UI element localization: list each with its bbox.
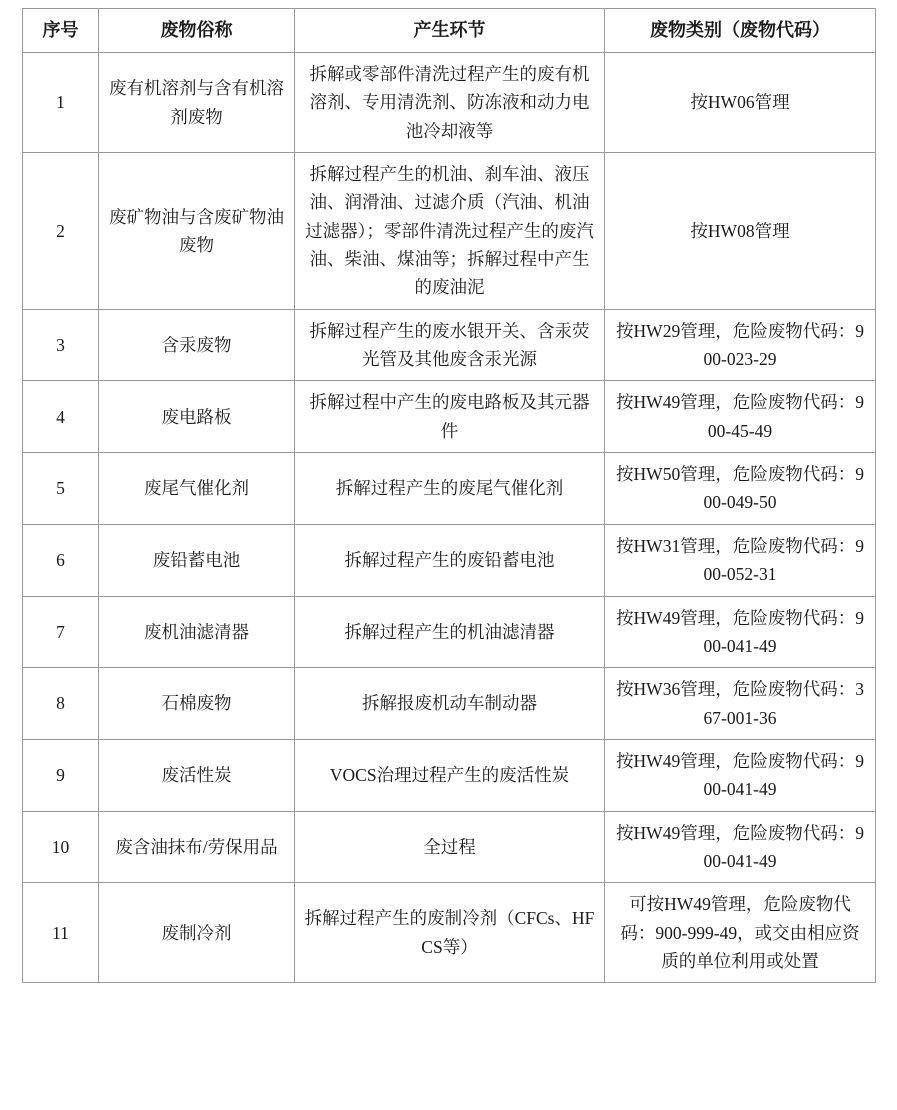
cell-waste-name: 石棉废物	[99, 668, 295, 740]
cell-waste-name: 废制冷剂	[99, 883, 295, 983]
cell-waste-name: 废活性炭	[99, 739, 295, 811]
cell-generation-stage: 拆解报废机动车制动器	[295, 668, 605, 740]
column-header-waste-name: 废物俗称	[99, 9, 295, 53]
cell-waste-category: 按HW06管理	[605, 53, 876, 153]
column-header-generation-stage: 产生环节	[295, 9, 605, 53]
cell-index: 2	[23, 153, 99, 310]
cell-generation-stage: 拆解过程产生的废铅蓄电池	[295, 524, 605, 596]
cell-generation-stage: 拆解过程产生的废水银开关、含汞荧光管及其他废含汞光源	[295, 309, 605, 381]
cell-index: 4	[23, 381, 99, 453]
cell-waste-name: 废矿物油与含废矿物油废物	[99, 153, 295, 310]
table-body	[23, 53, 876, 983]
table-row	[23, 381, 876, 453]
cell-waste-name: 废尾气催化剂	[99, 453, 295, 525]
cell-waste-name: 废铅蓄电池	[99, 524, 295, 596]
cell-waste-category: 按HW49管理，危险废物代码：900-041-49	[605, 739, 876, 811]
cell-waste-category: 按HW49管理，危险废物代码：900-45-49	[605, 381, 876, 453]
table-row	[23, 524, 876, 596]
cell-waste-name: 废机油滤清器	[99, 596, 295, 668]
table-row	[23, 153, 876, 310]
cell-index: 5	[23, 453, 99, 525]
cell-waste-category: 按HW29管理，危险废物代码：900-023-29	[605, 309, 876, 381]
cell-generation-stage: 全过程	[295, 811, 605, 883]
cell-index: 7	[23, 596, 99, 668]
cell-waste-name: 废含油抹布/劳保用品	[99, 811, 295, 883]
cell-waste-category: 按HW49管理，危险废物代码：900-041-49	[605, 596, 876, 668]
cell-index: 1	[23, 53, 99, 153]
cell-waste-category: 按HW31管理，危险废物代码：900-052-31	[605, 524, 876, 596]
table-header	[23, 9, 876, 53]
cell-index: 3	[23, 309, 99, 381]
table-row	[23, 596, 876, 668]
table-header-row	[23, 9, 876, 53]
cell-generation-stage: 拆解过程产生的机油、刹车油、液压油、润滑油、过滤介质（汽油、机油过滤器）；零部件清洗过程产生的废汽油、柴油、煤油等；拆解过程中产生的废油泥	[295, 153, 605, 310]
cell-generation-stage: 拆解或零部件清洗过程产生的废有机溶剂、专用清洗剂、防冻液和动力电池冷却液等	[295, 53, 605, 153]
cell-waste-category: 按HW08管理	[605, 153, 876, 310]
cell-index: 8	[23, 668, 99, 740]
column-header-waste-category: 废物类别（废物代码）	[605, 9, 876, 53]
table-row	[23, 53, 876, 153]
cell-generation-stage: 拆解过程产生的废制冷剂（CFCs、HFCS等）	[295, 883, 605, 983]
cell-waste-category: 按HW36管理，危险废物代码：367-001-36	[605, 668, 876, 740]
table-row	[23, 668, 876, 740]
cell-generation-stage: 拆解过程产生的废尾气催化剂	[295, 453, 605, 525]
cell-waste-category: 按HW49管理，危险废物代码：900-041-49	[605, 811, 876, 883]
cell-waste-category: 可按HW49管理，危险废物代码：900-999-49，或交由相应资质的单位利用或处置	[605, 883, 876, 983]
cell-generation-stage: 拆解过程中产生的废电路板及其元器件	[295, 381, 605, 453]
cell-waste-name: 废电路板	[99, 381, 295, 453]
cell-index: 10	[23, 811, 99, 883]
cell-waste-name: 含汞废物	[99, 309, 295, 381]
cell-index: 9	[23, 739, 99, 811]
table-row	[23, 309, 876, 381]
cell-index: 11	[23, 883, 99, 983]
cell-generation-stage: VOCS治理过程产生的废活性炭	[295, 739, 605, 811]
table-row	[23, 811, 876, 883]
hazardous-waste-table	[22, 8, 876, 983]
cell-index: 6	[23, 524, 99, 596]
column-header-index: 序号	[23, 9, 99, 53]
table-row	[23, 453, 876, 525]
table-row	[23, 883, 876, 983]
cell-generation-stage: 拆解过程产生的机油滤清器	[295, 596, 605, 668]
cell-waste-category: 按HW50管理，危险废物代码：900-049-50	[605, 453, 876, 525]
table-row	[23, 739, 876, 811]
cell-waste-name: 废有机溶剂与含有机溶剂废物	[99, 53, 295, 153]
